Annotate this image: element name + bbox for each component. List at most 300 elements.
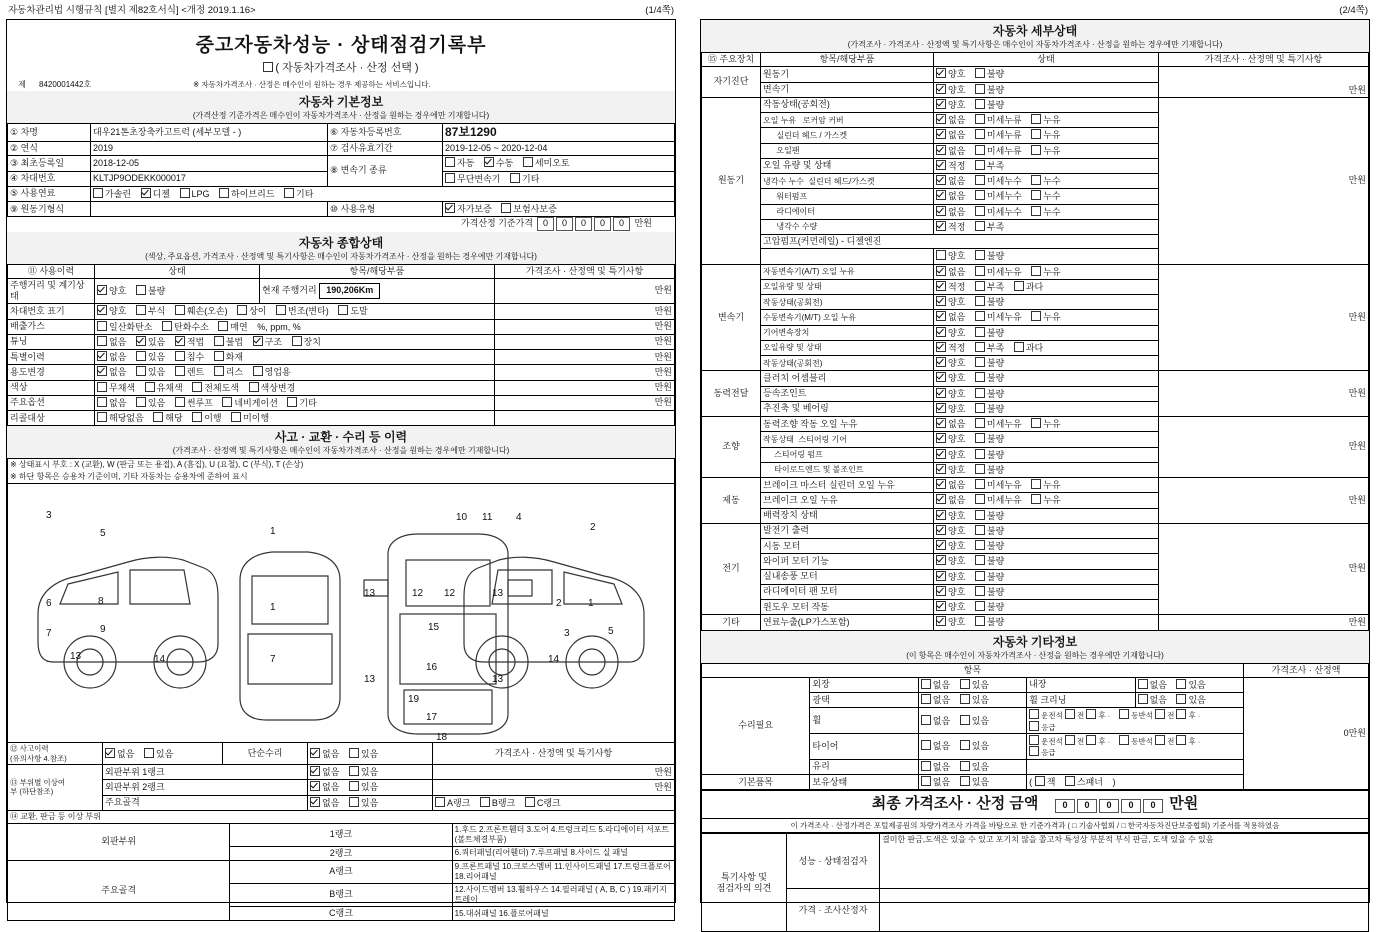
starter-good[interactable]: 양호 (936, 540, 965, 552)
final-digit-2[interactable]: 0 (1077, 799, 1097, 812)
trans-option-auto[interactable]: 자동 (445, 157, 474, 169)
boil-minor[interactable]: 미세누유 (975, 494, 1022, 506)
svg-text:3: 3 (46, 510, 52, 522)
table-row (702, 615, 1369, 630)
coolhead-minor[interactable]: 미세누수 (975, 175, 1022, 187)
sgear-good[interactable]: 양호 (936, 433, 965, 445)
pan-leak[interactable]: 누유 (1031, 145, 1060, 157)
fuel-label: ⑤ 사용연료 (8, 186, 91, 201)
recall-notdone[interactable]: 미이행 (231, 412, 269, 424)
oil-level-ok[interactable]: 적정 (936, 160, 965, 172)
group-powertrain: 동력전달 (702, 371, 761, 417)
hpp-bad[interactable]: 불량 (975, 250, 1004, 262)
mt-oil-ok[interactable]: 적정 (936, 342, 965, 354)
radiator-none[interactable]: 없음 (936, 206, 965, 218)
idle-good[interactable]: 양호 (936, 99, 965, 111)
row-emission-state (95, 319, 495, 334)
part-steering-gear: 작동상태 스티어링 기어 (761, 432, 934, 447)
row-tuning-state (95, 334, 495, 349)
fuel-bad[interactable]: 불량 (975, 616, 1004, 628)
final-amount-unit: 만원 (1169, 795, 1199, 813)
group-engine: 원동기 (702, 97, 761, 264)
status-oilleak-pan (934, 143, 1159, 158)
svg-text:2: 2 (590, 522, 596, 534)
rocker-none[interactable]: 없음 (936, 114, 965, 126)
basic-none[interactable]: 없음 (921, 776, 950, 788)
at-leak-leak[interactable]: 누유 (1031, 266, 1060, 278)
section-detail-state: 자동차 세부상태 (가격조사 · 가격조사 · 산정액 및 특기사항은 매수인이 자동차가격조사 · 산정을 원하는 경우에만 기재합니다) (701, 20, 1369, 52)
rocker-minor[interactable]: 미세누류 (975, 114, 1022, 126)
status-mt-oilleak (934, 310, 1159, 325)
accident-yes[interactable]: 있음 (144, 748, 173, 760)
etc-polish-label: 광택 (810, 693, 918, 708)
left-form-frame (6, 19, 676, 918)
status-propshaft (934, 401, 1159, 416)
price-engine: 만원 (1159, 97, 1369, 264)
col-major-device: ⑮ 주요장치 (702, 53, 761, 67)
options-sunroof[interactable]: 썬루프 (175, 397, 213, 409)
mileage-bad[interactable]: 불량 (136, 285, 165, 297)
row-emission-label: 배출가스 (8, 319, 95, 334)
transmission-options-1 (443, 156, 675, 171)
options-none[interactable]: 없음 (97, 397, 126, 409)
frame-none[interactable]: 없음 (310, 797, 339, 809)
outer-rank2-price: 만원 (433, 780, 675, 795)
section-etc-info: 자동차 기타정보 (이 항목은 매수인이 자동차가격조사 · 산정을 원하는 경우에만 기재합니다) (701, 631, 1369, 663)
head-leak[interactable]: 누유 (1031, 129, 1060, 141)
etc-col-item: 항목 (702, 663, 1244, 677)
svg-text:13: 13 (492, 674, 504, 686)
svg-text:13: 13 (70, 651, 82, 663)
usechange-none[interactable]: 없음 (97, 366, 126, 378)
booster-good[interactable]: 양호 (936, 510, 965, 522)
at-idle-good[interactable]: 양호 (936, 296, 965, 308)
sd-trans-bad[interactable]: 불량 (975, 84, 1004, 96)
etc-glass-label: 유리 (810, 759, 918, 774)
coolhead-leak[interactable]: 누수 (1031, 175, 1060, 187)
options-etc[interactable]: 기타 (287, 397, 316, 409)
outer2-yes[interactable]: 있음 (349, 781, 378, 793)
glass-none[interactable]: 없음 (921, 761, 950, 773)
vin-corrosion[interactable]: 부식 (136, 305, 165, 317)
row-recall-label: 리콜대상 (8, 411, 95, 426)
table-row (702, 889, 1369, 932)
table-row (8, 142, 675, 156)
special-flood[interactable]: 침수 (175, 351, 204, 363)
col-usehistory: ⑪ 사용이력 (8, 264, 95, 278)
price-survey-checkbox[interactable] (263, 62, 273, 72)
waterpump-minor[interactable]: 미세누수 (975, 190, 1022, 202)
cv-good[interactable]: 양호 (936, 388, 965, 400)
status-coolant-qty (934, 219, 1159, 234)
col-item: 항목/해당부품 (260, 264, 495, 278)
rank-c-items: 15.대쉬패널 16.플로어패널 (452, 907, 674, 921)
svg-text:14: 14 (548, 654, 560, 666)
row-special-price: 만원 (495, 350, 675, 365)
final-digit-5[interactable]: 0 (1143, 799, 1163, 812)
pan-minor[interactable]: 미세누류 (975, 145, 1022, 157)
vin-good[interactable]: 양호 (97, 305, 126, 317)
clutch-good[interactable]: 양호 (936, 372, 965, 384)
svg-text:8: 8 (98, 596, 104, 608)
row-options-price: 만원 (495, 395, 675, 410)
svg-text:17: 17 (426, 712, 438, 724)
mt-leak-leak[interactable]: 누유 (1031, 311, 1060, 323)
part-starter: 시동 모터 (761, 539, 934, 554)
jack-option[interactable]: 잭 (1035, 776, 1056, 788)
usechange-yes[interactable]: 있음 (136, 366, 165, 378)
sd-engine-good[interactable]: 양호 (936, 68, 965, 80)
appraiser-comment (880, 889, 1369, 932)
part-guide-table (7, 810, 675, 922)
special-yes[interactable]: 있음 (136, 351, 165, 363)
fuel-option-gasoline[interactable]: 가솔린 (93, 188, 131, 200)
frame-rank-b[interactable]: B랭크 (480, 797, 515, 809)
mcyl-leak[interactable]: 누유 (1031, 479, 1060, 491)
wheel-yes[interactable]: 있음 (960, 715, 989, 727)
part-guide-title: ⑭ 교환, 판금 등 이상 부위 (8, 810, 675, 823)
base-price-digits[interactable]: 0 0 0 0 0 만원 (535, 216, 675, 231)
status-radiator (934, 204, 1159, 219)
part-steering-pump: 스티어링 펌프 (761, 447, 934, 462)
table-row (702, 834, 1369, 889)
status-mt-gear (934, 325, 1159, 340)
etc-exterior-state (918, 677, 1026, 692)
status-tierod (934, 462, 1159, 477)
wiper-bad[interactable]: 불량 (975, 555, 1004, 567)
part-at-oilleak: 자동변속기(A/T) 오일 누유 (761, 264, 934, 279)
tuning-yes[interactable]: 있음 (136, 336, 165, 348)
year-value: 2019 (91, 142, 328, 156)
col-part: 항목/해당부품 (761, 53, 934, 67)
reg-no-label: ⑥ 자동차등록번호 (328, 124, 443, 142)
hpp-good[interactable]: 양호 (936, 250, 965, 262)
coolhead-none[interactable]: 없음 (936, 175, 965, 187)
tuning-legal[interactable]: 적법 (175, 336, 204, 348)
part-fuel-leak: 연료누출(LP가스포함) (761, 615, 934, 630)
row-vin-mark-price: 만원 (495, 304, 675, 319)
part-window-motor: 윈도우 모터 작동 (761, 600, 934, 615)
head-minor[interactable]: 미세누류 (975, 129, 1022, 141)
doc-notice: ※ 자동차가격조사 · 산정은 매수인이 원하는 경우 제공하는 서비스입니다. (193, 80, 431, 90)
clutch-bad[interactable]: 불량 (975, 372, 1004, 384)
polish-yes[interactable]: 있음 (960, 694, 989, 706)
rank-2: 2랭크 (230, 846, 452, 860)
table-row (702, 417, 1369, 432)
at-oil-low[interactable]: 부족 (975, 281, 1004, 293)
emission-smoke[interactable]: 매연 (218, 321, 247, 333)
mcyl-none[interactable]: 없음 (936, 479, 965, 491)
status-booster (934, 508, 1159, 523)
int-yes[interactable]: 있음 (1176, 679, 1205, 691)
status-alternator (934, 523, 1159, 538)
accident-history-state (103, 743, 223, 765)
etc-polish-state (918, 693, 1026, 708)
table-row (8, 765, 675, 780)
sgear-bad[interactable]: 불량 (975, 433, 1004, 445)
ps-minor[interactable]: 미세누유 (975, 418, 1022, 430)
final-digit-4[interactable]: 0 (1121, 799, 1141, 812)
cv-bad[interactable]: 불량 (975, 388, 1004, 400)
mt-leak-minor[interactable]: 미세누유 (975, 311, 1022, 323)
spump-bad[interactable]: 불량 (975, 449, 1004, 461)
special-fire[interactable]: 화재 (214, 351, 243, 363)
waterpump-leak[interactable]: 누수 (1031, 190, 1060, 202)
fan-bad[interactable]: 불량 (975, 586, 1004, 598)
ps-leak[interactable]: 누유 (1031, 418, 1060, 430)
idle-bad[interactable]: 불량 (975, 99, 1004, 111)
part-brake-oil: 브레이크 오일 누유 (761, 493, 934, 508)
fan-good[interactable]: 양호 (936, 586, 965, 598)
fuel-option-diesel[interactable]: 디젤 (141, 188, 170, 200)
mt-idle-bad[interactable]: 불량 (975, 357, 1004, 369)
recall-yes[interactable]: 해당 (153, 412, 182, 424)
car-name-value: 대우21톤초장축카고트럭 (세부모델 - ) (91, 124, 328, 142)
pan-none[interactable]: 없음 (936, 145, 965, 157)
sd-engine-bad[interactable]: 불량 (975, 68, 1004, 80)
simple-none[interactable]: 없음 (310, 748, 339, 760)
row-recall-price (495, 411, 675, 426)
coolqty-ok[interactable]: 적정 (936, 221, 965, 233)
recall-done[interactable]: 이행 (192, 412, 221, 424)
trans-option-manual[interactable]: 수동 (484, 157, 513, 169)
vin-alter[interactable]: 번조(변타) (276, 305, 329, 317)
part-hpp-blank (761, 249, 934, 264)
row-mileage-price: 만원 (495, 278, 675, 304)
svg-text:6: 6 (46, 598, 52, 610)
ext-yes[interactable]: 있음 (960, 679, 989, 691)
table-row (8, 202, 675, 217)
mt-gear-good[interactable]: 양호 (936, 327, 965, 339)
table-row (8, 365, 675, 380)
color-chromatic[interactable]: 유채색 (145, 382, 183, 394)
head-none[interactable]: 없음 (936, 129, 965, 141)
coolqty-low[interactable]: 부족 (975, 221, 1004, 233)
tire-yes[interactable]: 있음 (960, 740, 989, 752)
options-navigation[interactable]: 네비게이션 (222, 397, 277, 409)
svg-text:12: 12 (412, 588, 424, 600)
rank-1-items: 1.후드 2.프론트휀더 3.도어 4.트렁크리드 5.라디에이터 서포트(볼트체결부품) (452, 823, 674, 846)
rank-b-items: 12.사이드멤버 13.휠하우스 14.필러패널 ( A, B, C ) 19.패키지트레이 (452, 884, 674, 907)
mt-oil-over[interactable]: 과다 (1014, 342, 1043, 354)
oil-level-low[interactable]: 부족 (975, 160, 1004, 172)
tuning-none[interactable]: 없음 (97, 336, 126, 348)
at-leak-none[interactable]: 없음 (936, 266, 965, 278)
usechange-lease[interactable]: 리스 (214, 366, 243, 378)
fuel-option-hybrid[interactable]: 하이브리드 (219, 188, 274, 200)
outer-part-label: 외판부위 (8, 823, 230, 860)
table-row (8, 861, 675, 884)
recall-na[interactable]: 해당없음 (97, 412, 144, 424)
status-starter (934, 539, 1159, 554)
outer1-yes[interactable]: 있음 (349, 766, 378, 778)
at-idle-bad[interactable]: 불량 (975, 296, 1004, 308)
usetype-option-self[interactable]: 자가보증 (445, 203, 492, 215)
wclean-yes[interactable]: 있음 (1176, 694, 1205, 706)
vin-diff[interactable]: 상이 (237, 305, 266, 317)
tuning-device[interactable]: 장치 (292, 336, 321, 348)
accident-none[interactable]: 없음 (105, 748, 134, 760)
inspection-label: ⑦ 검사유효기간 (328, 142, 443, 156)
tierod-good[interactable]: 양호 (936, 464, 965, 476)
document-title: 중고자동차성능 · 상태점검기록부 (195, 35, 487, 56)
document-subtitle: ( 자동차가격조사 · 산정 선택 ) (7, 59, 675, 79)
outer2-none[interactable]: 없음 (310, 781, 339, 793)
wclean-none[interactable]: 없음 (1138, 694, 1167, 706)
alt-good[interactable]: 양호 (936, 525, 965, 537)
fuel-good[interactable]: 양호 (936, 616, 965, 628)
part-booster: 배력장치 상태 (761, 508, 934, 523)
final-digit-3[interactable]: 0 (1099, 799, 1119, 812)
wheel-none[interactable]: 없음 (921, 715, 950, 727)
col-state: 상태 (95, 264, 260, 278)
usetype-option-insurance[interactable]: 보험사보증 (501, 203, 556, 215)
vin-damage[interactable]: 훼손(오손) (175, 305, 228, 317)
table-row (8, 156, 675, 171)
frame-rank-c[interactable]: C랭크 (525, 797, 561, 809)
etc-exterior-label: 외장 (810, 677, 918, 692)
prop-good[interactable]: 양호 (936, 403, 965, 415)
basic-yes[interactable]: 있음 (960, 776, 989, 788)
waterpump-none[interactable]: 없음 (936, 190, 965, 202)
frame-yes[interactable]: 있음 (349, 797, 378, 809)
booster-bad[interactable]: 불량 (975, 510, 1004, 522)
price-steering: 만원 (1159, 417, 1369, 478)
boil-none[interactable]: 없음 (936, 494, 965, 506)
blower-bad[interactable]: 불량 (975, 571, 1004, 583)
ext-none[interactable]: 없음 (921, 679, 950, 691)
price-brake: 만원 (1159, 478, 1369, 524)
row-usechange-label: 용도변경 (8, 365, 95, 380)
tuning-structure[interactable]: 구조 (253, 336, 282, 348)
page-left (6, 0, 676, 918)
spanner-option[interactable]: 스패너 (1065, 776, 1103, 788)
table-row (8, 350, 675, 365)
rocker-leak[interactable]: 누유 (1031, 114, 1060, 126)
status-oil-level (934, 158, 1159, 173)
row-special-state (95, 350, 495, 365)
window-bad[interactable]: 불량 (975, 601, 1004, 613)
mt-gear-bad[interactable]: 불량 (975, 327, 1004, 339)
row-mileage-label: 주행거리 및 계기상태 (8, 278, 95, 304)
fuel-option-etc[interactable]: 기타 (284, 188, 313, 200)
simple-yes[interactable]: 있음 (349, 748, 378, 760)
mt-idle-good[interactable]: 양호 (936, 357, 965, 369)
part-mt-oil-level: 오일유량 및 상태 (761, 340, 934, 355)
trans-option-etc[interactable]: 기타 (510, 173, 539, 185)
tire-none[interactable]: 없음 (921, 740, 950, 752)
outer-rank1-price: 만원 (433, 765, 675, 780)
fuel-option-lpg[interactable]: LPG (180, 188, 210, 200)
emission-co[interactable]: 일산화탄소 (97, 321, 152, 333)
simple-repair-state (308, 743, 433, 765)
tierod-bad[interactable]: 불량 (975, 464, 1004, 476)
emission-hc[interactable]: 탄화수소 (162, 321, 209, 333)
trans-option-semiauto[interactable]: 세미오토 (523, 157, 570, 169)
trans-option-cvt[interactable]: 무단변속기 (445, 173, 500, 185)
polish-none[interactable]: 없음 (921, 694, 950, 706)
basic-info-table (7, 123, 675, 217)
inspection-value: 2019-12-05 ~ 2020-12-04 (443, 142, 675, 156)
at-leak-minor[interactable]: 미세누유 (975, 266, 1022, 278)
outer1-none[interactable]: 없음 (310, 766, 339, 778)
wiper-good[interactable]: 양호 (936, 555, 965, 567)
mt-oil-low[interactable]: 부족 (975, 342, 1004, 354)
at-oil-ok[interactable]: 적정 (936, 281, 965, 293)
part-engine: 원동기 (761, 67, 934, 82)
tuning-illegal[interactable]: 불법 (214, 336, 243, 348)
table-row (8, 319, 675, 334)
part-tierod: 타이로드엔드 및 볼조인트 (761, 462, 934, 477)
status-steering-pump (934, 447, 1159, 462)
appraiser-label: 가격 · 조사산정자 (787, 889, 880, 932)
vin-erased[interactable]: 도말 (338, 305, 367, 317)
final-amount-note: 이 가격조사 · 산정가격은 포털제공원의 차량가격조사 가격을 바탕으로 한 기준가격과 ( □ 기술사협회 / □ 한국자동차진단보증협회) 기준서를 적용하였음 (702, 819, 1369, 833)
doc-number-label: 제 (18, 80, 26, 89)
boil-leak[interactable]: 누유 (1031, 494, 1060, 506)
special-none[interactable]: 없음 (97, 351, 126, 363)
color-changed[interactable]: 색상변경 (249, 382, 296, 394)
col-price-detail: 가격조사 · 산정액 및 특기사항 (1159, 53, 1369, 67)
at-oil-over[interactable]: 과다 (1014, 281, 1043, 293)
mcyl-minor[interactable]: 미세누유 (975, 479, 1022, 491)
right-form-frame (700, 19, 1370, 915)
frame-rank-a[interactable]: A랭크 (435, 797, 470, 809)
group-electric: 전기 (702, 523, 761, 615)
usechange-rent[interactable]: 렌트 (175, 366, 204, 378)
mileage-value: 190,206Km (319, 283, 380, 298)
usechange-business[interactable]: 영업용 (253, 366, 291, 378)
mt-leak-none[interactable]: 없음 (936, 311, 965, 323)
options-yes[interactable]: 있음 (136, 397, 165, 409)
row-color-label: 색상 (8, 380, 95, 395)
starter-bad[interactable]: 불량 (975, 540, 1004, 552)
base-price-label: 가격산정 기준가격 (460, 218, 533, 229)
svg-text:10: 10 (456, 512, 468, 524)
accident-summary-table (7, 742, 675, 811)
sd-trans-good[interactable]: 양호 (936, 84, 965, 96)
color-fullpaint[interactable]: 전체도색 (192, 382, 239, 394)
outer-rank2-label: 외판부위 2랭크 (103, 780, 308, 795)
year-label: ② 연식 (8, 142, 91, 156)
spump-good[interactable]: 양호 (936, 449, 965, 461)
ps-none[interactable]: 없음 (936, 418, 965, 430)
etc-wheel-label: 휠 (810, 708, 918, 734)
part-at-idle: 작동상태(공회전) (761, 295, 934, 310)
price-electric: 만원 (1159, 523, 1369, 615)
etc-col-price: 가격조사 · 산정액 (1244, 663, 1369, 677)
prop-bad[interactable]: 불량 (975, 403, 1004, 415)
blower-good[interactable]: 양호 (936, 571, 965, 583)
radiator-minor[interactable]: 미세누수 (975, 206, 1022, 218)
glass-yes[interactable]: 있음 (960, 761, 989, 773)
final-digit-1[interactable]: 0 (1055, 799, 1075, 812)
alt-bad[interactable]: 불량 (975, 525, 1004, 537)
opinion-table (701, 833, 1369, 932)
table-row (8, 380, 675, 395)
group-etc: 기타 (702, 615, 761, 630)
right-page-header (700, 0, 1370, 19)
color-achromatic[interactable]: 무채색 (97, 382, 135, 394)
part-mt-oilleak: 수동변속기(M/T) 오일 누유 (761, 310, 934, 325)
row-tuning-price: 만원 (495, 334, 675, 349)
table-row (8, 278, 675, 304)
window-good[interactable]: 양호 (936, 601, 965, 613)
radiator-leak[interactable]: 누수 (1031, 206, 1060, 218)
int-none[interactable]: 없음 (1138, 679, 1167, 691)
mileage-good[interactable]: 양호 (97, 285, 126, 297)
vin-value: KLTJP9ODEKK000017 (91, 171, 328, 186)
